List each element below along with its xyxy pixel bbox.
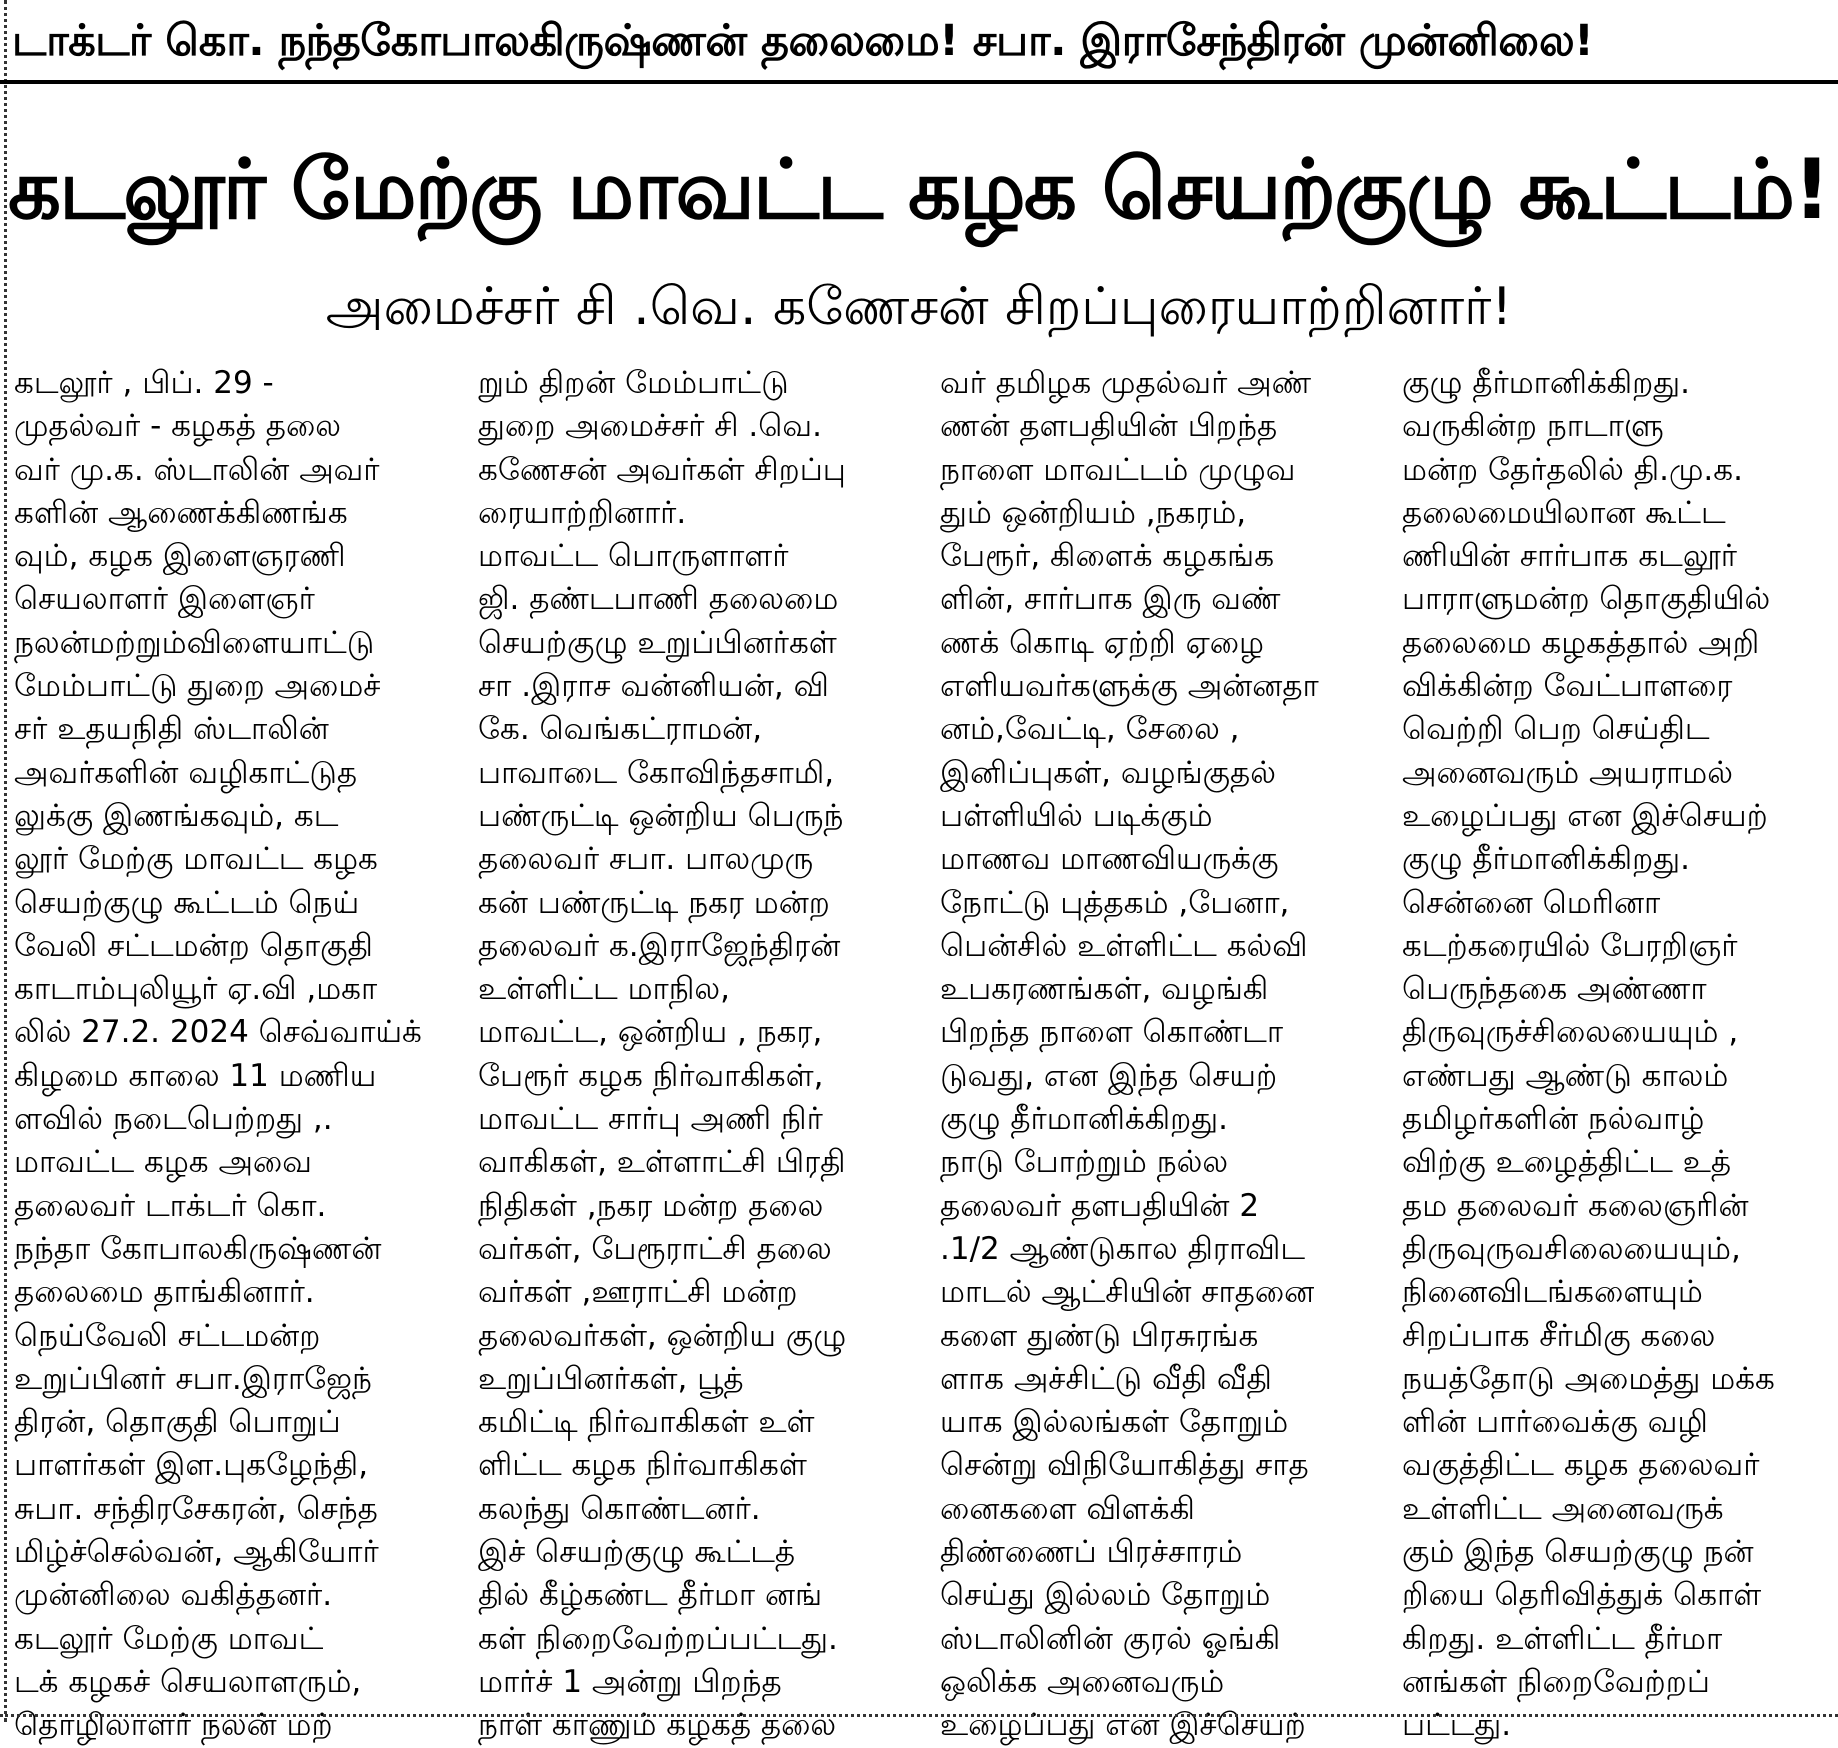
article-line: நந்தா கோபாலகிருஷ்ணன்: [14, 1230, 382, 1267]
article-line: துறை அமைச்சர் சி .வெ.: [478, 408, 822, 445]
article-line: இச் செயற்குழு கூட்டத்: [478, 1534, 796, 1571]
article-line: னைகளை விளக்கி: [940, 1490, 1195, 1527]
article-line: அவர்களின் வழிகாட்டுத: [14, 754, 358, 791]
article-line: நினைவிடங்களையும்: [1402, 1274, 1703, 1311]
article-line: சுபா. சந்திரசேகரன், செந்த: [14, 1490, 378, 1527]
article-line: தொழிலாளர் நலன் மற்: [14, 1707, 333, 1744]
article-line: ஜி. தண்டபாணி தலைமை: [478, 581, 839, 618]
article-line: களை துண்டு பிரசுரங்க: [940, 1317, 1259, 1354]
article-line: ளவில் நடைபெற்றது ,.: [14, 1101, 333, 1138]
article-line: வருகின்ற நாடாளு: [1402, 408, 1664, 445]
article-line: மேம்பாட்டு துறை அமைச்: [14, 668, 381, 705]
article-line: றியை தெரிவித்துக் கொள்: [1402, 1577, 1762, 1614]
article-line: பாராளுமன்ற தொகுதியில்: [1402, 581, 1771, 618]
article-line: முதல்வர் - கழகத் தலை: [14, 408, 342, 445]
article-line: தமிழர்களின் நல்வாழ்: [1402, 1101, 1705, 1138]
article-line: தலைவர்கள், ஒன்றிய குழு: [478, 1317, 847, 1354]
kicker-divider: [0, 80, 1838, 84]
article-line: செய்து இல்லம் தோறும்: [940, 1577, 1271, 1614]
article-line: வெற்றி பெற செய்திட: [1402, 711, 1710, 748]
bottom-dotted-border: [0, 1714, 1838, 1717]
article-line: ளின் பார்வைக்கு வழி: [1402, 1404, 1708, 1441]
article-line: காடாம்புலியூர் ஏ.வி ,மகா: [14, 971, 378, 1008]
article-line: லில் 27.2. 2024 செவ்வாய்க்: [14, 1014, 422, 1051]
article-line: வகுத்திட்ட கழக தலைவர்: [1402, 1447, 1760, 1484]
article-line: குழு தீர்மானிக்கிறது.: [940, 1101, 1229, 1138]
article-line: ணியின் சார்பாக கடலூர்: [1402, 538, 1737, 575]
article-line: உழைப்பது என இச்செயற்: [1402, 797, 1768, 834]
article-line: தில் கீழ்கண்ட தீர்மா னங்: [478, 1577, 823, 1614]
article-column-2: [478, 362, 910, 1744]
article-line: எண்பது ஆண்டு காலம்: [1402, 1057, 1729, 1094]
article-line: பெருந்தகை அண்ணா: [1402, 971, 1707, 1008]
article-line: சிறப்பாக சீர்மிகு கலை: [1402, 1317, 1716, 1354]
article-line: மாவட்ட பொருளாளர்: [478, 538, 789, 575]
article-line: கமிட்டி நிர்வாகிகள் உள்: [478, 1404, 815, 1441]
article-line: வர் மு.க. ஸ்டாலின் அவர்: [14, 451, 380, 488]
article-line: உறுப்பினர் சபா.இராஜேந்: [14, 1360, 372, 1397]
article-line: டுவது, என இந்த செயற்: [940, 1057, 1278, 1094]
article-line: ஒலிக்க அனைவரும்: [940, 1663, 1225, 1700]
article-line: நெய்வேலி சட்டமன்ற: [14, 1317, 321, 1354]
article-line: பாவாடை கோவிந்தசாமி,: [478, 754, 835, 791]
article-line: தலைமை தாங்கினார்.: [14, 1274, 315, 1311]
article-line: செயற்குழு உறுப்பினர்கள்: [478, 624, 837, 661]
article-line: நாள் காணும் கழகத் தலை: [478, 1707, 837, 1744]
article-line: பென்சில் உள்ளிட்ட கல்வி: [940, 927, 1308, 964]
article-column-4: [1402, 362, 1834, 1744]
article-line: ளாக அச்சிட்டு வீதி வீதி: [940, 1360, 1272, 1397]
article-line: ணன் தளபதியின் பிறந்த: [940, 408, 1278, 445]
article-line: நிதிகள் ,நகர மன்ற தலை: [478, 1187, 824, 1224]
article-line: சா .இராச வன்னியன், வி: [478, 668, 829, 705]
article-line: கலந்து கொண்டனர்.: [478, 1490, 761, 1527]
article-line: வர்கள் ,ஊராட்சி மன்ற: [478, 1274, 798, 1311]
article-line: மாவட்ட, ஒன்றிய , நகர,: [478, 1014, 823, 1051]
article-line: உறுப்பினர்கள், பூத்: [478, 1360, 744, 1397]
kicker-line: டாக்டர் கொ. நந்தகோபாலகிருஷ்ணன் தலைமை! சபா. இராசேந்திரன் முன்னிலை!: [12, 16, 1594, 66]
article-line: யாக இல்லங்கள் தோறும்: [940, 1404, 1289, 1441]
article-line: பட்டது.: [1402, 1707, 1512, 1744]
article-line: ஸ்டாலினின் குரல் ஓங்கி: [940, 1620, 1281, 1657]
article-line: ளின், சார்பாக இரு வண்: [940, 581, 1281, 618]
article-column-3: [940, 362, 1372, 1744]
article-line: நலன்மற்றும்விளையாட்டு: [14, 624, 375, 661]
subheadline: அமைச்சர் சி .வெ. கணேசன் சிறப்புரையாற்றினார்!: [325, 277, 1513, 337]
article-line: தலைமையிலான கூட்ட: [1402, 494, 1726, 531]
article-line: கே. வெங்கட்ராமன்,: [478, 711, 763, 748]
article-line: நாடு போற்றும் நல்ல: [940, 1144, 1229, 1181]
article-line: பள்ளியில் படிக்கும்: [940, 797, 1213, 834]
article-line: தலைவர் க.இராஜேந்திரன்: [478, 927, 841, 964]
article-line: தலைவர் டாக்டர் கொ.: [14, 1187, 327, 1224]
article-line: முன்னிலை வகித்தனர்.: [14, 1577, 333, 1614]
article-line: உழைப்பது என இச்செயற்: [940, 1707, 1306, 1744]
article-line: வர்கள், பேரூராட்சி தலை: [478, 1230, 832, 1267]
article-line: கும் இந்த செயற்குழு நன்: [1402, 1534, 1754, 1571]
article-line: மாவட்ட சார்பு அணி நிர்: [478, 1101, 823, 1138]
left-dotted-border: [4, 0, 7, 1722]
article-line: இனிப்புகள், வழங்குதல்: [940, 754, 1276, 791]
article-line: .1/2 ஆண்டுகால திராவிட: [940, 1230, 1306, 1267]
article-line: பேரூர் கழக நிர்வாகிகள்,: [478, 1057, 824, 1094]
article-line: பாளர்கள் இள.புகழேந்தி,: [14, 1447, 369, 1484]
article-line: சென்னை மெரினா: [1402, 884, 1661, 921]
article-line: தும் ஒன்றியம் ,நகரம்,: [940, 494, 1247, 531]
article-line: நாளை மாவட்டம் முழுவ: [940, 451, 1296, 488]
article-line: விற்கு உழைத்திட்ட உத்: [1402, 1144, 1732, 1181]
article-line: ரையாற்றினார்.: [478, 494, 687, 531]
article-line: மன்ற தேர்தலில் தி.மு.க.: [1402, 451, 1743, 488]
article-line: குழு தீர்மானிக்கிறது.: [1402, 841, 1691, 878]
article-line: உள்ளிட்ட அனைவருக்: [1402, 1490, 1724, 1527]
article-line: வேலி சட்டமன்ற தொகுதி: [14, 927, 373, 964]
article-line: பண்ருட்டி ஒன்றிய பெருந்: [478, 797, 844, 834]
article-line: திண்ணைப் பிரச்சாரம்: [940, 1534, 1243, 1571]
article-line: கடற்கரையில் பேரறிஞர்: [1402, 927, 1738, 964]
article-line: தலைவர் தளபதியின் 2: [940, 1187, 1260, 1224]
article-line: திரன், தொகுதி பொறுப்: [14, 1404, 341, 1441]
article-line: கிறது. உள்ளிட்ட தீர்மா: [1402, 1620, 1723, 1657]
article-line: லுக்கு இணங்கவும், கட: [14, 797, 339, 834]
article-line: னங்கள் நிறைவேற்றப்: [1402, 1663, 1710, 1700]
article-line: செயற்குழு கூட்டம் நெய்: [14, 884, 360, 921]
article-line: திருவுருச்சிலையையும் ,: [1402, 1014, 1739, 1051]
article-line: மார்ச் 1 அன்று பிறந்த: [478, 1663, 782, 1700]
article-line: கன் பண்ருட்டி நகர மன்ற: [478, 884, 830, 921]
article-line: ளிட்ட கழக நிர்வாகிகள்: [478, 1447, 807, 1484]
article-line: றும் திறன் மேம்பாட்டு: [478, 365, 789, 401]
article-column-1: [14, 362, 446, 1744]
article-line: அனைவரும் அயராமல்: [1402, 754, 1733, 791]
article-line: கள் நிறைவேற்றப்பட்டது.: [478, 1620, 838, 1657]
article-line: வர் தமிழக முதல்வர் அண்: [940, 365, 1312, 401]
article-line: வும், கழக இளைஞரணி: [14, 538, 346, 575]
article-line: சென்று விநியோகித்து சாத: [940, 1447, 1309, 1484]
article-line: கிழமை காலை 11 மணிய: [14, 1057, 377, 1094]
article-line: தலைவர் சபா. பாலமுரு: [478, 841, 814, 878]
article-line: நோட்டு புத்தகம் ,பேனா,: [940, 884, 1290, 921]
article-line: நயத்தோடு அமைத்து மக்க: [1402, 1360, 1775, 1397]
article-line: மாடல் ஆட்சியின் சாதனை: [940, 1274, 1315, 1311]
article-line: விக்கின்ற வேட்பாளரை: [1402, 668, 1733, 705]
article-line: பேரூர், கிளைக் கழகங்க: [940, 538, 1275, 575]
article-line: எளியவர்களுக்கு அன்னதா: [940, 668, 1319, 705]
article-line: தலைமை கழகத்தால் அறி: [1402, 624, 1760, 661]
article-line: உபகரணங்கள், வழங்கி: [940, 971, 1269, 1008]
article-line: தம தலைவர் கலைஞரின்: [1402, 1187, 1749, 1224]
article-line: னம்,வேட்டி, சேலை ,: [940, 711, 1240, 748]
article-line: மிழ்ச்செல்வன், ஆகியோர்: [14, 1534, 379, 1571]
article-line: செயலாளர் இளைஞர்: [14, 581, 315, 618]
article-line: கடலூர் மேற்கு மாவட்: [14, 1620, 324, 1657]
article-line: களின் ஆணைக்கிணங்க: [14, 494, 348, 531]
article-line: கடலூர் , பிப். 29 -: [14, 365, 274, 401]
article-line: சர் உதயநிதி ஸ்டாலின்: [14, 711, 329, 748]
article-line: டக் கழகச் செயலாளரும்,: [14, 1663, 362, 1700]
article-line: உள்ளிட்ட மாநில,: [478, 971, 730, 1008]
article-line: பிறந்த நாளை கொண்டா: [940, 1014, 1284, 1051]
article-line: மாவட்ட கழக அவை: [14, 1144, 312, 1181]
article-line: ணக் கொடி ஏற்றி ஏழை: [940, 624, 1264, 661]
article-line: கணேசன் அவர்கள் சிறப்பு: [478, 451, 846, 488]
article-line: வாகிகள், உள்ளாட்சி பிரதி: [478, 1144, 846, 1181]
article-line: லூர் மேற்கு மாவட்ட கழக: [14, 841, 378, 878]
article-line: மாணவ மாணவியருக்கு: [940, 841, 1279, 878]
article-line: குழு தீர்மானிக்கிறது.: [1402, 365, 1691, 401]
article-line: திருவுருவசிலையையும்,: [1402, 1230, 1741, 1267]
headline: கடலூர் மேற்கு மாவட்ட கழக செயற்குழு கூட்டம்!: [8, 141, 1829, 238]
